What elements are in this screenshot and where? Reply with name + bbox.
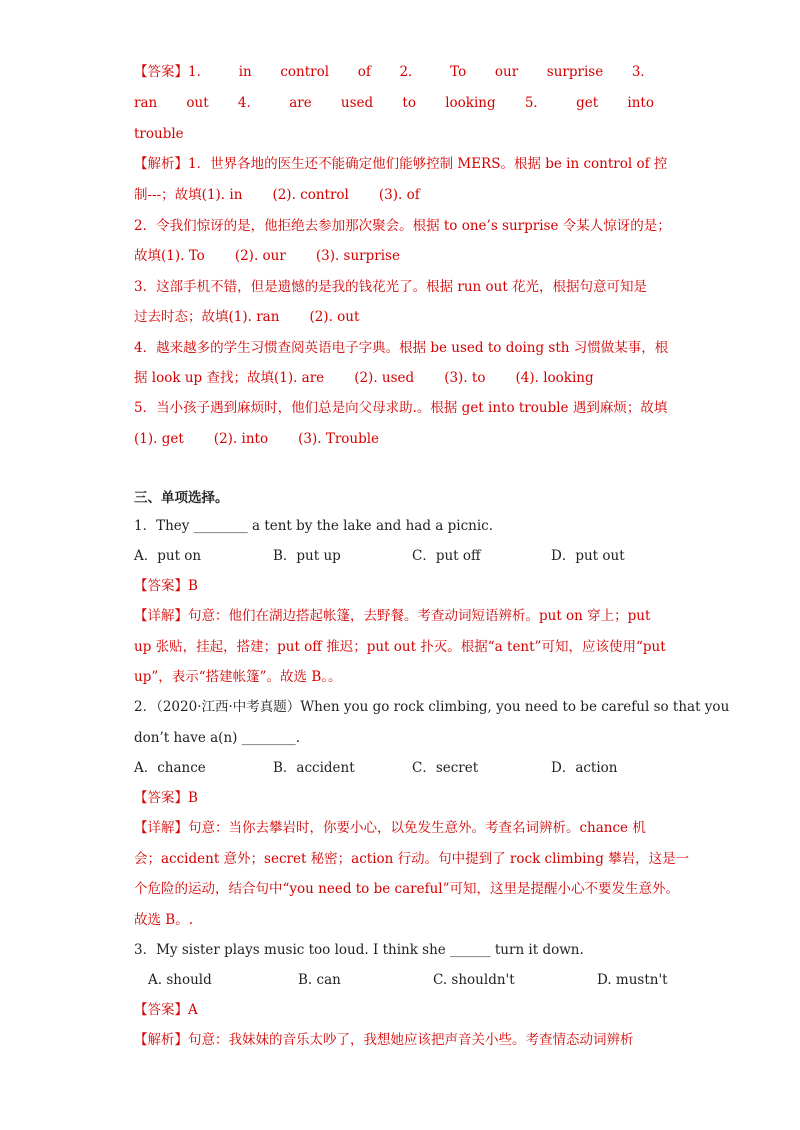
option-d: D．action bbox=[551, 760, 618, 776]
question-stem: 3．My sister plays music too loud. I think she ______ turn it down. bbox=[134, 942, 584, 958]
option-c: C．secret bbox=[412, 760, 479, 776]
options-row bbox=[134, 758, 618, 778]
answer-line-2 bbox=[134, 93, 654, 113]
analysis-line: 3．这部手机不错，但是遗憾的是我的钱花光了。根据 run out 花光，根据句意可知是 bbox=[134, 279, 648, 295]
answer-word: are bbox=[289, 95, 312, 111]
option-b: B．accident bbox=[273, 760, 355, 776]
option-b: B．put up bbox=[273, 548, 341, 564]
answer-label: 【答案】A bbox=[134, 1002, 198, 1018]
analysis-line: 5．当小孩子遇到麻烦时，他们总是向父母求助.。根据 get into trouble 遇到麻烦；故填 bbox=[134, 400, 668, 416]
answer-word: in bbox=[238, 64, 252, 80]
section-heading: 三、单项选择。 bbox=[134, 490, 229, 506]
answer-label: 【答案】B bbox=[134, 790, 198, 806]
answer-word: used bbox=[340, 95, 374, 111]
analysis-line: 过去时态；故填(1). ran (2). out bbox=[134, 309, 360, 325]
answer-word: 4． bbox=[237, 95, 260, 111]
option-b: B. can bbox=[298, 972, 341, 988]
option-c: C. shouldn't bbox=[433, 972, 515, 988]
answer-word: ran bbox=[134, 95, 158, 111]
answer-word: of bbox=[357, 64, 371, 80]
answer-line-1 bbox=[134, 62, 654, 82]
question-stem: 1．They ________ a tent by the lake and had a picnic. bbox=[134, 518, 494, 534]
answer-word: our bbox=[494, 64, 519, 80]
answer-word: To bbox=[450, 64, 467, 80]
question-stem: 2．（2020·江西·中考真题）When you go rock climbing, you need to be careful so that you bbox=[134, 699, 730, 715]
option-d: D．put out bbox=[551, 548, 625, 564]
detail-line: 【详解】句意：他们在湖边搭起帐篷，去野餐。考查动词短语辨析。put on 穿上；put bbox=[134, 608, 651, 624]
answer-word: out bbox=[186, 95, 209, 111]
analysis-line: 【解析】句意：我妹妹的音乐太吵了，我想她应该把声音关小些。考查情态动词辨析 bbox=[134, 1032, 634, 1048]
question-stem: don’t have a(n) ________. bbox=[134, 730, 300, 746]
detail-line: 个危险的运动，结合句中“you need to be careful”可知，这里是提醒小心不要发生意外。 bbox=[134, 881, 679, 897]
answer-word: 5． bbox=[524, 95, 547, 111]
analysis-line: (1). get (2). into (3). Trouble bbox=[134, 431, 380, 447]
answer-word: 3． bbox=[631, 64, 654, 80]
option-a: A．chance bbox=[134, 760, 206, 776]
answer-word: to bbox=[402, 95, 416, 111]
answer-label: 【答案】B bbox=[134, 578, 198, 594]
detail-line: 【详解】句意：当你去攀岩时，你要小心，以免发生意外。考查名词辨析。chance 机 bbox=[134, 820, 646, 836]
options-row bbox=[134, 546, 625, 566]
analysis-line: 制---；故填(1). in (2). control (3). of bbox=[134, 187, 420, 203]
detail-line: 故选 B。. bbox=[134, 912, 194, 928]
answer-word: into bbox=[627, 95, 654, 111]
analysis-line: 故填(1). To (2). our (3). surprise bbox=[134, 248, 400, 264]
option-a: A．put on bbox=[134, 548, 202, 564]
option-c: C．put off bbox=[412, 548, 481, 564]
answer-word: looking bbox=[445, 95, 496, 111]
detail-line: up”，表示“搭建帐篷”。故选 B。。 bbox=[134, 669, 342, 685]
option-d: D. mustn't bbox=[597, 972, 668, 988]
answer-word: control bbox=[280, 64, 330, 80]
option-a: A. should bbox=[148, 972, 212, 988]
answer-line-3: trouble bbox=[134, 126, 184, 142]
detail-line: up 张贴，挂起，搭建；put off 推迟；put out 扑灭。根据“a tent”可知，应该使用“put bbox=[134, 639, 666, 655]
detail-line: 会；accident 意外；secret 秘密；action 行动。句中提到了 rock climbing 攀岩，这是一 bbox=[134, 851, 690, 867]
analysis-line: 【解析】1．世界各地的医生还不能确定他们能够控制 MERS。根据 be in control of 控 bbox=[134, 156, 668, 172]
answer-word: surprise bbox=[546, 64, 604, 80]
analysis-line: 据 look up 查找；故填(1). are (2). used (3). to (4). looking bbox=[134, 370, 594, 386]
answer-label: 【答案】1． bbox=[134, 64, 211, 80]
analysis-line: 2．令我们惊讶的是，他拒绝去参加那次聚会。根据 to one’s surprise 令某人惊讶的是； bbox=[134, 218, 671, 234]
options-row bbox=[148, 970, 668, 990]
analysis-line: 4．越来越多的学生习惯查阅英语电子字典。根据 be used to doing sth 习惯做某事，根 bbox=[134, 340, 669, 356]
answer-word: 2． bbox=[399, 64, 422, 80]
answer-word: get bbox=[576, 95, 599, 111]
